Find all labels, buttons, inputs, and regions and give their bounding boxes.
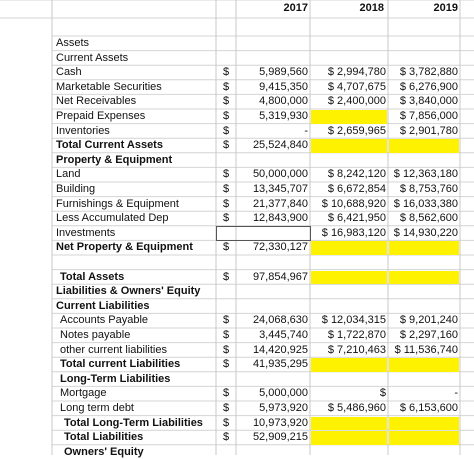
dollar-sign: $ xyxy=(222,95,230,108)
row-label[interactable]: Mortgage xyxy=(60,387,107,400)
highlighted-cell[interactable] xyxy=(389,358,459,372)
row-label[interactable]: Total Liabilities xyxy=(64,431,144,444)
row-label[interactable]: Marketable Securities xyxy=(56,80,162,93)
highlighted-cell[interactable] xyxy=(311,241,387,255)
row-label[interactable]: Total current Liabilities xyxy=(60,358,181,371)
highlighted-cell[interactable] xyxy=(311,139,387,153)
highlighted-cell[interactable] xyxy=(311,110,387,124)
row-label[interactable]: Assets xyxy=(56,37,90,49)
value-2017[interactable]: 25,524,840 xyxy=(252,139,308,152)
dollar-sign: $ xyxy=(222,270,230,283)
dollar-sign: $ xyxy=(222,139,230,152)
row-label[interactable]: Owners' Equity xyxy=(64,445,144,458)
dollar-sign: $ xyxy=(222,80,230,93)
value-2017[interactable]: 14,420,925 xyxy=(252,343,308,356)
value-2018[interactable]: $ 6,672,854 xyxy=(327,183,386,195)
value-2019[interactable]: $ 6,276,900 xyxy=(399,80,458,93)
value-2017[interactable]: 97,854,967 xyxy=(252,270,308,283)
row-label[interactable]: Prepaid Expenses xyxy=(56,110,146,122)
row-label[interactable]: Total Current Assets xyxy=(56,139,163,152)
highlighted-cell[interactable] xyxy=(389,139,459,153)
value-2017[interactable]: 9,415,350 xyxy=(259,80,308,93)
highlighted-cell[interactable] xyxy=(389,241,459,255)
row-label[interactable]: Cash xyxy=(56,66,82,79)
value-2019[interactable]: $ 3,782,880 xyxy=(399,66,458,79)
dollar-sign: $ xyxy=(222,343,230,356)
dollar-sign: $ xyxy=(222,431,230,444)
value-2018[interactable]: $ 7,210,463 xyxy=(327,343,386,356)
value-2017[interactable]: 5,319,930 xyxy=(259,110,308,122)
selected-cell[interactable] xyxy=(216,226,311,242)
value-2017[interactable]: 24,068,630 xyxy=(252,314,308,327)
value-2017[interactable]: 72,330,127 xyxy=(252,241,308,254)
value-2017[interactable]: - xyxy=(304,124,308,137)
dollar-sign: $ xyxy=(222,183,230,195)
header-year-2017: 2017 xyxy=(283,2,308,14)
row-label[interactable]: Inventories xyxy=(56,124,110,137)
value-2018[interactable]: $ 1,722,870 xyxy=(327,329,386,341)
row-label[interactable]: Current Liabilities xyxy=(56,299,150,312)
row-label[interactable]: Accounts Payable xyxy=(60,314,149,327)
row-label[interactable]: Investments xyxy=(56,226,116,239)
dollar-sign: $ xyxy=(222,168,230,181)
value-2018[interactable]: $ 2,994,780 xyxy=(327,66,386,79)
value-2018[interactable]: $ 12,034,315 xyxy=(321,314,386,327)
value-2018[interactable]: $ 5,486,960 xyxy=(327,402,386,414)
value-2019[interactable]: $ 12,363,180 xyxy=(393,168,458,181)
value-2017[interactable]: 5,989,560 xyxy=(259,66,308,79)
highlighted-cell[interactable] xyxy=(389,431,459,445)
value-2018[interactable]: $ 4,707,675 xyxy=(327,80,386,93)
row-label[interactable]: Current Assets xyxy=(56,51,129,64)
dollar-sign: $ xyxy=(222,110,230,122)
value-2019[interactable]: $ 2,297,160 xyxy=(399,329,458,341)
value-2018[interactable]: $ xyxy=(379,387,386,400)
value-2019[interactable]: $ 6,153,600 xyxy=(399,402,458,414)
row-label[interactable]: Net Property & Equipment xyxy=(56,241,193,254)
value-2018[interactable]: $ 2,400,000 xyxy=(327,95,386,108)
value-2019[interactable]: - xyxy=(454,387,458,400)
value-2019[interactable]: $ 7,856,000 xyxy=(399,110,458,122)
row-label[interactable]: Total Assets xyxy=(60,270,125,283)
value-2019[interactable]: $ 8,753,760 xyxy=(399,183,458,195)
value-2018[interactable]: $ 2,659,965 xyxy=(327,124,386,137)
value-2017[interactable]: 52,909,215 xyxy=(252,431,308,444)
dollar-sign: $ xyxy=(222,212,230,225)
header-year-2018: 2018 xyxy=(359,2,384,14)
value-2017[interactable]: 5,000,000 xyxy=(259,387,308,400)
row-label[interactable]: Long term debt xyxy=(60,402,134,414)
value-2017[interactable]: 3,445,740 xyxy=(259,329,308,341)
value-2017[interactable]: 10,973,920 xyxy=(252,416,308,429)
value-2017[interactable]: 50,000,000 xyxy=(252,168,308,181)
value-2018[interactable]: $ 6,421,950 xyxy=(327,212,386,225)
row-label[interactable]: Long-Term Liabilities xyxy=(60,372,171,385)
row-label[interactable]: Furnishings & Equipment xyxy=(56,197,179,210)
row-label[interactable]: Net Receivables xyxy=(56,95,137,108)
value-2019[interactable]: $ 3,840,000 xyxy=(399,95,458,108)
value-2019[interactable]: $ 2,901,780 xyxy=(399,124,458,137)
value-2019[interactable]: $ 9,201,240 xyxy=(399,314,458,327)
dollar-sign: $ xyxy=(222,314,230,327)
row-label[interactable]: Total Long-Term Liabilities xyxy=(64,416,203,429)
row-label[interactable]: Building xyxy=(56,183,96,195)
value-2019[interactable]: $ 14,930,220 xyxy=(393,226,458,239)
header-year-2019: 2019 xyxy=(433,2,458,14)
highlighted-cell[interactable] xyxy=(311,358,387,372)
value-2017[interactable]: 4,800,000 xyxy=(259,95,308,108)
dollar-sign: $ xyxy=(222,124,230,137)
dollar-sign: $ xyxy=(222,329,230,341)
dollar-sign: $ xyxy=(222,358,230,371)
row-label[interactable]: Notes payable xyxy=(60,329,131,341)
value-2017[interactable]: 12,843,900 xyxy=(252,212,308,225)
highlighted-cell[interactable] xyxy=(389,417,459,431)
row-label[interactable]: Less Accumulated Dep xyxy=(56,212,169,225)
value-2018[interactable]: $ 8,242,120 xyxy=(327,168,386,181)
row-label[interactable]: other current liabilities xyxy=(60,343,167,356)
value-2017[interactable]: 5,973,920 xyxy=(259,402,308,414)
row-label[interactable]: Liabilities & Owners' Equity xyxy=(56,285,201,298)
highlighted-cell[interactable] xyxy=(311,271,387,285)
highlighted-cell[interactable] xyxy=(311,431,387,445)
value-2019[interactable]: $ 8,562,600 xyxy=(399,212,458,225)
dollar-sign: $ xyxy=(222,66,230,79)
row-label[interactable]: Land xyxy=(56,168,81,181)
highlighted-cell[interactable] xyxy=(389,271,459,285)
dollar-sign: $ xyxy=(222,402,230,414)
value-2017[interactable]: 21,377,840 xyxy=(252,197,308,210)
dollar-sign: $ xyxy=(222,416,230,429)
row-label[interactable]: Property & Equipment xyxy=(56,153,173,166)
value-2017[interactable]: 13,345,707 xyxy=(252,183,308,195)
value-2018[interactable]: $ 10,688,920 xyxy=(321,197,386,210)
value-2017[interactable]: 41,935,295 xyxy=(252,358,308,371)
dollar-sign: $ xyxy=(222,197,230,210)
highlighted-cell[interactable] xyxy=(311,417,387,431)
dollar-sign: $ xyxy=(222,387,230,400)
value-2018[interactable]: $ 16,983,120 xyxy=(321,226,386,239)
value-2019[interactable]: $ 11,536,740 xyxy=(394,343,458,356)
value-2019[interactable]: $ 16,033,380 xyxy=(393,197,458,210)
dollar-sign: $ xyxy=(222,241,230,254)
